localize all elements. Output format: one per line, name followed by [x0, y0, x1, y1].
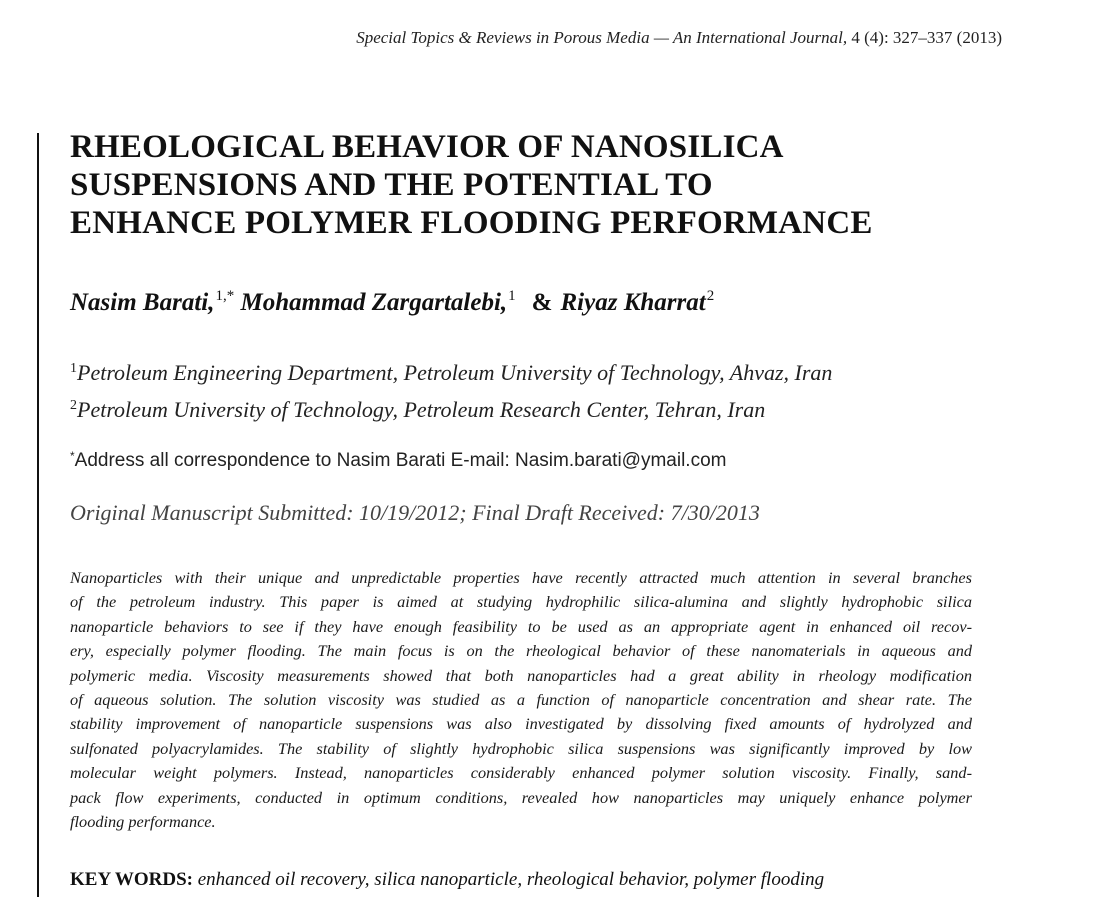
author-2-name: Mohammad Zargartalebi,	[240, 289, 508, 316]
manuscript-dates: Original Manuscript Submitted: 10/19/2012; Final Draft Received: 7/30/2013	[70, 500, 760, 525]
affiliation-2-mark: 2	[70, 398, 77, 413]
title-line-1: RHEOLOGICAL BEHAVIOR OF NANOSILICA	[70, 129, 784, 165]
abstract-line: of aqueous solution. The solution viscosity was studied as a function of nanoparticle concentration and shear rate. The	[70, 690, 972, 710]
journal-volume-pages: 4 (4): 327–337 (2013)	[847, 28, 1002, 47]
affiliation-2-text: Petroleum University of Technology, Petroleum Research Center, Tehran, Iran	[77, 397, 766, 422]
abstract-line: polymeric media. Viscosity measurements showed that both nanoparticles had a great ability in rheology modification	[70, 665, 972, 685]
correspondence-mark: *	[70, 449, 75, 463]
abstract-line: molecular weight polymers. Instead, nanoparticles considerably enhanced polymer solution viscosity. Finally, sand-	[70, 763, 972, 783]
keywords	[70, 869, 824, 891]
abstract-line: stability improvement of nanoparticle suspensions was also investigated by dissolving fixed amounts of hydrolyzed and	[70, 714, 972, 734]
journal-name: Special Topics & Reviews in Porous Media — An International Journal,	[356, 28, 848, 47]
journal-citation	[0, 28, 1002, 48]
correspondence-text: Address all correspondence to Nasim Barati E-mail: Nasim.barati@ymail.com	[74, 450, 727, 471]
author-2-affiliation-mark: 1	[508, 288, 516, 304]
affiliation-1	[70, 360, 832, 386]
affiliation-1-mark: 1	[70, 361, 77, 376]
left-margin-rule	[37, 133, 39, 897]
author-1-affiliation-mark: 1,*	[215, 288, 235, 304]
author-list	[70, 288, 714, 317]
abstract-line: sulfonated polyacrylamides. The stability of slightly hydrophobic silica suspensions was significantly improved by low	[70, 738, 972, 758]
author-ampersand: &	[531, 289, 553, 316]
affiliation-1-text: Petroleum Engineering Department, Petroleum University of Technology, Ahvaz, Iran	[77, 360, 833, 385]
title-line-3: ENHANCE POLYMER FLOODING PERFORMANCE	[70, 205, 873, 241]
author-3-name: Riyaz Kharrat	[560, 289, 706, 316]
author-3-affiliation-mark: 2	[706, 288, 715, 304]
correspondence-note	[70, 449, 726, 472]
abstract-line: ery, especially polymer flooding. The main focus is on the rheological behavior of these nanomaterials in aqueous and	[70, 641, 972, 661]
affiliation-2	[70, 397, 765, 423]
abstract-line: Nanoparticles with their unique and unpredictable properties have recently attracted much attention in several branches	[70, 568, 972, 587]
abstract-line: of the petroleum industry. This paper is aimed at studying hydrophilic silica-alumina and slightly hydrophobic silica	[70, 592, 972, 612]
abstract-line: nanoparticle behaviors to see if they have enough feasibility to be used as an appropriate agent in enhanced oil recov-	[70, 616, 972, 636]
title-line-2: SUSPENSIONS AND THE POTENTIAL TO	[70, 167, 713, 203]
abstract-line: pack flow experiments, conducted in optimum conditions, revealed how nanoparticles may uniquely enhance polymer	[70, 787, 972, 807]
keywords-label: KEY WORDS:	[70, 869, 193, 890]
abstract	[70, 566, 972, 834]
keywords-text: enhanced oil recovery, silica nanoparticle, rheological behavior, polymer flooding	[193, 869, 825, 890]
paper-title	[70, 128, 970, 242]
abstract-line: flooding performance.	[70, 812, 216, 832]
author-1-name: Nasim Barati,	[70, 289, 215, 316]
